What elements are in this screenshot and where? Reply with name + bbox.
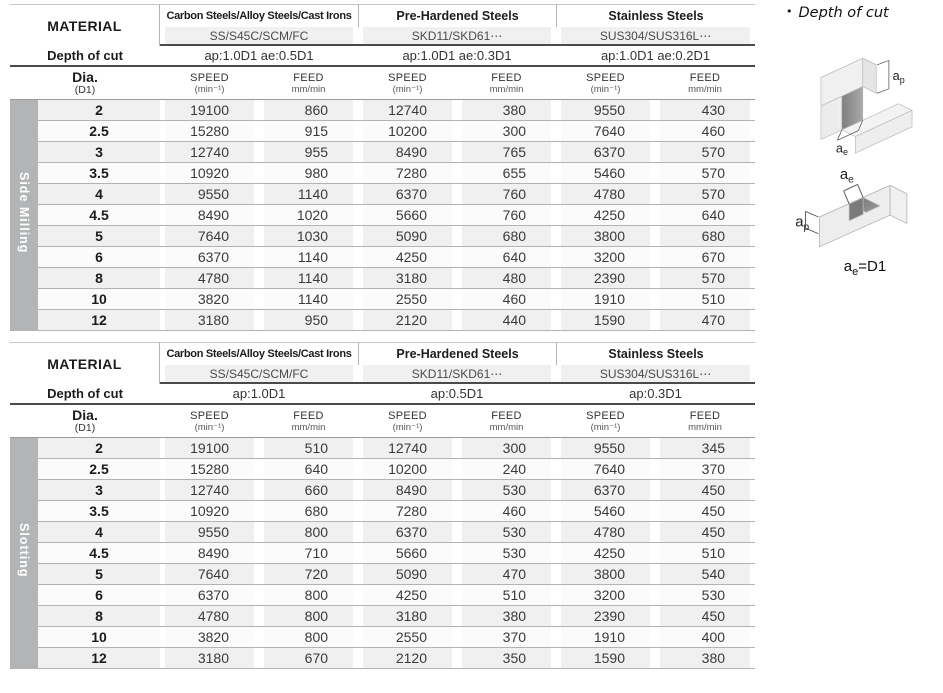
feed-cell: 380: [457, 100, 556, 121]
slotting-table: [10, 342, 755, 669]
feed-cell: 1140: [259, 289, 358, 310]
feed-cell: 860: [259, 100, 358, 121]
data-row: [10, 522, 755, 543]
feed-cell: 800: [259, 627, 358, 648]
feed-cell: 570: [655, 268, 755, 289]
data-row: [10, 121, 755, 142]
feed-cell: 470: [457, 564, 556, 585]
feed-cell: 450: [655, 480, 755, 501]
speed-cell: 1590: [556, 648, 655, 669]
data-row: [10, 585, 755, 606]
bullet-icon: •: [786, 5, 793, 18]
feed-cell: 765: [457, 142, 556, 163]
speed-cell: 1910: [556, 627, 655, 648]
grades-stainless: SUS304/SUS316L⋯: [556, 27, 755, 46]
speed-cell: 6370: [160, 247, 259, 268]
feed-cell: 300: [457, 438, 556, 459]
speed-cell: 5660: [358, 543, 457, 564]
speed-cell: 2390: [556, 268, 655, 289]
speed-cell: 12740: [358, 438, 457, 459]
speed-cell: 4780: [160, 606, 259, 627]
dia-sublabel: (D1): [74, 422, 96, 434]
material-name-row: [10, 342, 755, 365]
feed-cell: 460: [457, 501, 556, 522]
slotting-figure-drawing: [795, 164, 935, 257]
column-header-row: [10, 67, 755, 100]
feed-cell: 710: [259, 543, 358, 564]
feed-cell: 540: [655, 564, 755, 585]
dia-cell: 10: [38, 289, 160, 310]
depth-carbon: ap:1.0D1 ae:0.5D1: [160, 46, 358, 67]
feed-cell: 915: [259, 121, 358, 142]
speed-cell: 4780: [556, 522, 655, 543]
feed-cell: 660: [259, 480, 358, 501]
speed-cell: 2120: [358, 310, 457, 331]
speed-cell: 8490: [358, 142, 457, 163]
data-row: [10, 459, 755, 480]
feed-cell: 680: [655, 226, 755, 247]
feed-cell: 530: [457, 543, 556, 564]
feed-cell: 1140: [259, 247, 358, 268]
feed-cell: 530: [655, 585, 755, 606]
speed-cell: 6370: [556, 142, 655, 163]
dia-cell: 12: [38, 310, 160, 331]
feed-cell: 460: [457, 289, 556, 310]
feed-cell: 380: [457, 606, 556, 627]
dia-cell: 4.5: [38, 205, 160, 226]
speed-cell: 15280: [160, 121, 259, 142]
speed-cell: 5090: [358, 564, 457, 585]
speed-cell: 9550: [160, 184, 259, 205]
feed-cell: 760: [457, 205, 556, 226]
speed-cell: 4780: [556, 184, 655, 205]
feed-cell: 1140: [259, 184, 358, 205]
feed-header: FEED mm/min: [457, 405, 556, 438]
dia-header: [10, 405, 160, 438]
data-row: [10, 564, 755, 585]
depth-of-cut-row: [10, 46, 755, 67]
feed-cell: 640: [259, 459, 358, 480]
speed-cell: 4250: [556, 205, 655, 226]
data-row: [10, 100, 755, 121]
feed-header: FEED mm/min: [259, 67, 358, 100]
speed-cell: 2550: [358, 627, 457, 648]
slot-width-caption: $a_e=D1$: [843, 258, 887, 278]
feed-cell: 640: [457, 247, 556, 268]
feed-cell: 510: [655, 289, 755, 310]
group-name-prehardened: Pre-Hardened Steels: [358, 342, 556, 365]
speed-header: SPEED (min⁻¹): [160, 405, 259, 438]
dia-cell: 2: [38, 438, 160, 459]
speed-cell: 3180: [160, 648, 259, 669]
speed-cell: 12740: [358, 100, 457, 121]
depth-of-cut-label: Depth of cut: [10, 384, 160, 405]
data-row: [10, 627, 755, 648]
data-row: [10, 543, 755, 564]
data-row: [10, 226, 755, 247]
feed-cell: 370: [457, 627, 556, 648]
speed-cell: 4780: [160, 268, 259, 289]
depth-of-cut-label: Depth of cut: [10, 46, 160, 67]
data-row: [10, 438, 755, 459]
data-row: [10, 648, 755, 669]
dia-cell: 12: [38, 648, 160, 669]
feed-cell: 510: [259, 438, 358, 459]
feed-cell: 760: [457, 184, 556, 205]
feed-cell: 670: [259, 648, 358, 669]
dia-cell: 6: [38, 585, 160, 606]
speed-header: SPEED (min⁻¹): [358, 405, 457, 438]
feed-cell: 570: [655, 184, 755, 205]
grades-carbon: SS/S45C/SCM/FC: [160, 365, 358, 384]
depth-carbon: ap:1.0D1: [160, 384, 358, 405]
side-milling-figure-drawing: [812, 46, 924, 157]
feed-cell: 510: [655, 543, 755, 564]
section-bar: [10, 100, 38, 331]
dia-cell: 3.5: [38, 163, 160, 184]
data-row: [10, 205, 755, 226]
depth-stainless: ap:0.3D1: [556, 384, 755, 405]
dia-cell: 8: [38, 606, 160, 627]
feed-cell: 1140: [259, 268, 358, 289]
slotting-figure: [795, 164, 935, 257]
feed-cell: 460: [655, 121, 755, 142]
dia-cell: 4.5: [38, 543, 160, 564]
depth-of-cut-row: [10, 384, 755, 405]
speed-cell: 8490: [160, 205, 259, 226]
feed-cell: 510: [457, 585, 556, 606]
dia-sublabel: (D1): [74, 84, 96, 96]
feed-cell: 450: [655, 606, 755, 627]
data-row: [10, 247, 755, 268]
feed-header: FEED mm/min: [655, 405, 755, 438]
dia-header: [10, 67, 160, 100]
data-row: [10, 480, 755, 501]
section-label: Side Milling: [17, 171, 31, 254]
feed-cell: 370: [655, 459, 755, 480]
feed-cell: 680: [457, 226, 556, 247]
speed-cell: 10200: [358, 121, 457, 142]
speed-cell: 3180: [160, 310, 259, 331]
feed-cell: 640: [655, 205, 755, 226]
dia-cell: 6: [38, 247, 160, 268]
speed-cell: 3820: [160, 627, 259, 648]
speed-cell: 8490: [160, 543, 259, 564]
feed-cell: 480: [457, 268, 556, 289]
speed-cell: 3820: [160, 289, 259, 310]
dia-label: Dia.: [72, 69, 98, 85]
feed-cell: 380: [655, 648, 755, 669]
feed-cell: 1030: [259, 226, 358, 247]
material-header: MATERIAL: [10, 4, 160, 46]
speed-cell: 6370: [358, 522, 457, 543]
speed-cell: 3800: [556, 564, 655, 585]
dia-cell: 3: [38, 142, 160, 163]
feed-cell: 440: [457, 310, 556, 331]
group-name-prehardened: Pre-Hardened Steels: [358, 4, 556, 27]
speed-cell: 4250: [358, 585, 457, 606]
feed-header: FEED mm/min: [457, 67, 556, 100]
data-row: [10, 501, 755, 522]
dia-cell: 5: [38, 564, 160, 585]
feed-cell: 1020: [259, 205, 358, 226]
feed-cell: 980: [259, 163, 358, 184]
side-milling-body: [10, 100, 755, 331]
side-milling-table: [10, 4, 755, 331]
feed-cell: 950: [259, 310, 358, 331]
feed-cell: 670: [655, 247, 755, 268]
feed-cell: 680: [259, 501, 358, 522]
speed-cell: 3200: [556, 247, 655, 268]
ap-dimension-label: $a_p$: [795, 214, 810, 234]
grades-prehardened: SKD11/SKD61⋯: [358, 27, 556, 46]
speed-cell: 6370: [358, 184, 457, 205]
speed-cell: 19100: [160, 100, 259, 121]
group-name-carbon: Carbon Steels/Alloy Steels/Cast Irons: [160, 4, 358, 27]
speed-cell: 7640: [556, 121, 655, 142]
speed-cell: 5090: [358, 226, 457, 247]
dia-cell: 2.5: [38, 459, 160, 480]
data-row: [10, 606, 755, 627]
feed-cell: 570: [655, 142, 755, 163]
speed-cell: 5660: [358, 205, 457, 226]
speed-header: SPEED (min⁻¹): [556, 67, 655, 100]
feed-cell: 800: [259, 606, 358, 627]
dia-cell: 4: [38, 522, 160, 543]
speed-cell: 3180: [358, 268, 457, 289]
speed-cell: 1910: [556, 289, 655, 310]
speed-cell: 6370: [556, 480, 655, 501]
material-header: MATERIAL: [10, 342, 160, 384]
feed-cell: 240: [457, 459, 556, 480]
speed-cell: 2120: [358, 648, 457, 669]
material-name-row: [10, 4, 755, 27]
ap-dimension-label: $a_p$: [892, 68, 905, 85]
section-label: Slotting: [17, 523, 31, 578]
depth-of-cut-note: [786, 5, 938, 21]
ae-dimension-label: $a_e$: [835, 141, 848, 157]
speed-cell: 1590: [556, 310, 655, 331]
speed-cell: 15280: [160, 459, 259, 480]
depth-prehardened: ap:1.0D1 ae:0.3D1: [358, 46, 556, 67]
slotting-body: [10, 438, 755, 669]
speed-header: SPEED (min⁻¹): [556, 405, 655, 438]
dia-cell: 2.5: [38, 121, 160, 142]
dia-cell: 3: [38, 480, 160, 501]
feed-cell: 350: [457, 648, 556, 669]
column-header-row: [10, 405, 755, 438]
ae-dimension-label: $a_e$: [839, 166, 854, 186]
feed-cell: 300: [457, 121, 556, 142]
dia-cell: 2: [38, 100, 160, 121]
side-milling-figure: [812, 46, 924, 157]
feed-cell: 800: [259, 522, 358, 543]
data-row: [10, 142, 755, 163]
data-row: [10, 289, 755, 310]
grades-carbon: SS/S45C/SCM/FC: [160, 27, 358, 46]
speed-cell: 10920: [160, 163, 259, 184]
data-row: [10, 184, 755, 205]
feed-cell: 800: [259, 585, 358, 606]
speed-cell: 7640: [160, 564, 259, 585]
feed-cell: 450: [655, 501, 755, 522]
speed-cell: 7280: [358, 163, 457, 184]
speed-cell: 6370: [160, 585, 259, 606]
feed-cell: 655: [457, 163, 556, 184]
feed-cell: 345: [655, 438, 755, 459]
speed-cell: 7280: [358, 501, 457, 522]
speed-cell: 2550: [358, 289, 457, 310]
grades-stainless: SUS304/SUS316L⋯: [556, 365, 755, 384]
dia-label: Dia.: [72, 407, 98, 423]
dia-cell: 10: [38, 627, 160, 648]
speed-cell: 3200: [556, 585, 655, 606]
depth-prehardened: ap:0.5D1: [358, 384, 556, 405]
dia-cell: 8: [38, 268, 160, 289]
speed-cell: 4250: [358, 247, 457, 268]
group-name-carbon: Carbon Steels/Alloy Steels/Cast Irons: [160, 342, 358, 365]
speed-cell: 9550: [556, 438, 655, 459]
dia-cell: 5: [38, 226, 160, 247]
dia-cell: 4: [38, 184, 160, 205]
speed-cell: 7640: [556, 459, 655, 480]
feed-cell: 470: [655, 310, 755, 331]
feed-cell: 530: [457, 522, 556, 543]
feed-cell: 430: [655, 100, 755, 121]
feed-header: FEED mm/min: [655, 67, 755, 100]
data-row: [10, 310, 755, 331]
speed-cell: 12740: [160, 142, 259, 163]
group-name-stainless: Stainless Steels: [556, 4, 755, 27]
speed-cell: 3800: [556, 226, 655, 247]
speed-cell: 7640: [160, 226, 259, 247]
data-row: [10, 268, 755, 289]
speed-cell: 10200: [358, 459, 457, 480]
feed-cell: 720: [259, 564, 358, 585]
speed-cell: 3180: [358, 606, 457, 627]
speed-cell: 10920: [160, 501, 259, 522]
speed-header: SPEED (min⁻¹): [358, 67, 457, 100]
speed-cell: 5460: [556, 501, 655, 522]
feed-cell: 450: [655, 522, 755, 543]
group-name-stainless: Stainless Steels: [556, 342, 755, 365]
feed-cell: 400: [655, 627, 755, 648]
feed-cell: 530: [457, 480, 556, 501]
depth-stainless: ap:1.0D1 ae:0.2D1: [556, 46, 755, 67]
speed-cell: 19100: [160, 438, 259, 459]
data-row: [10, 163, 755, 184]
speed-cell: 4250: [556, 543, 655, 564]
speed-header: SPEED (min⁻¹): [160, 67, 259, 100]
section-bar: [10, 438, 38, 669]
feed-cell: 955: [259, 142, 358, 163]
feed-cell: 570: [655, 163, 755, 184]
speed-cell: 2390: [556, 606, 655, 627]
grades-prehardened: SKD11/SKD61⋯: [358, 365, 556, 384]
feed-header: FEED mm/min: [259, 405, 358, 438]
speed-cell: 9550: [556, 100, 655, 121]
depth-of-cut-note-title: • Depth of cut: [786, 5, 889, 21]
dia-cell: 3.5: [38, 501, 160, 522]
speed-cell: 9550: [160, 522, 259, 543]
speed-cell: 5460: [556, 163, 655, 184]
speed-cell: 12740: [160, 480, 259, 501]
speed-cell: 8490: [358, 480, 457, 501]
